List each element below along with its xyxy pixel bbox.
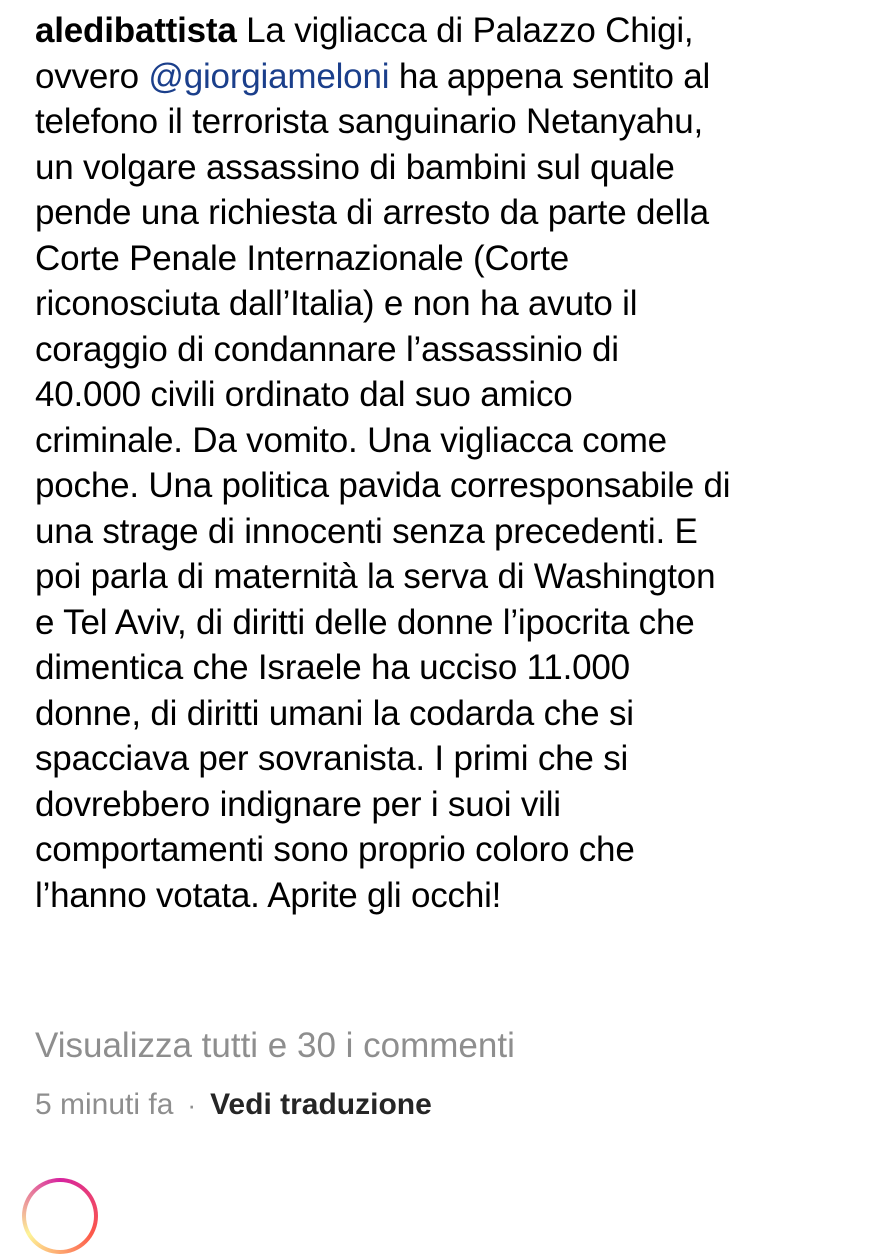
caption-line: pende una richiesta di arresto da parte della (35, 193, 709, 232)
caption-line: una strage di innocenti senza precedenti. E (35, 511, 698, 551)
username-link[interactable]: aledibattista (35, 11, 237, 50)
caption-line: e Tel Aviv, di diritti delle donne l’ipocrita che (35, 602, 695, 642)
caption-line: dimentica che Israele ha ucciso 11.000 (35, 648, 630, 687)
view-all-comments-link[interactable]: Visualizza tutti e 30 i commenti (35, 1026, 515, 1065)
caption-text: La vigliacca di Palazzo Chigi, (236, 11, 694, 50)
caption-line: coraggio di condannare l’assassinio di (35, 329, 619, 369)
caption-line: spacciava per sovranista. I primi che si (35, 739, 629, 778)
post-timestamp: 5 minuti fa (35, 1088, 174, 1121)
meta-separator: · (187, 1090, 197, 1120)
post-meta (35, 1085, 432, 1125)
caption-line: telefono il terrorista sanguinario Netanyahu, (35, 102, 704, 141)
see-translation-button[interactable]: Vedi traduzione (210, 1088, 432, 1121)
post-caption-container (35, 8, 870, 918)
caption-text: ovvero (35, 56, 149, 96)
post-caption (35, 8, 870, 918)
caption-line: riconosciuta dall’Italia) e non ha avuto il (35, 284, 638, 323)
caption-line: poi parla di maternità la serva di Washington (35, 557, 716, 596)
mention-link[interactable]: @giorgiameloni (148, 56, 390, 96)
caption-line: criminale. Da vomito. Una vigliacca come (35, 420, 667, 460)
caption-line: donne, di diritti umani la codarda che si (35, 693, 634, 733)
story-ring-avatar-icon[interactable] (22, 1178, 98, 1254)
caption-line: poche. Una politica pavida corresponsabile di (35, 466, 731, 505)
caption-line: 40.000 civili ordinato dal suo amico (35, 375, 573, 414)
caption-line: comportamenti sono proprio coloro che (35, 830, 635, 869)
caption-line (35, 54, 870, 100)
caption-line: l’hanno votata. Aprite gli occhi! (35, 875, 502, 915)
caption-line: dovrebbero indignare per i suoi vili (35, 784, 561, 824)
caption-line: un volgare assassino di bambini sul quale (35, 147, 675, 187)
caption-line: Corte Penale Internazionale (Corte (35, 238, 570, 278)
caption-line (35, 8, 870, 54)
caption-text: ha appena sentito al (389, 56, 711, 96)
